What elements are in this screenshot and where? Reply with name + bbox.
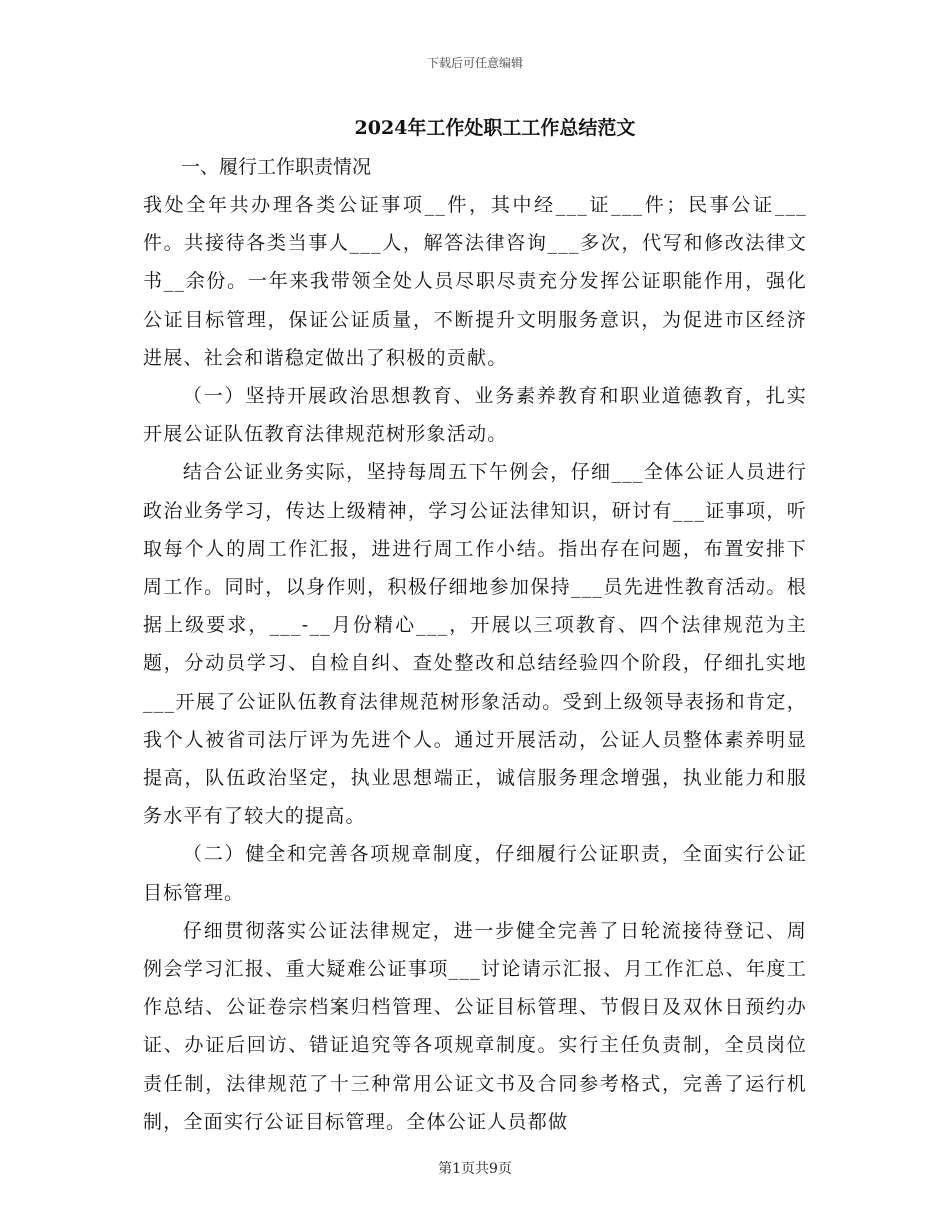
paragraph: （一）坚持开展政治思想教育、业务素养教育和职业道德教育，扎实开展公证队伍教育法律规范树形象活动。 [143, 385, 807, 446]
paragraph: （二）健全和完善各项规章制度，仔细履行公证职责，全面实行公证目标管理。 [143, 843, 807, 904]
paragraph: 我处全年共办理各类公证事项__件，其中经___证___件；民事公证___件。共接待各类当事人___人，解答法律咨询___多次，代写和修改法律文书__余份。一年来我带领全处人员尽职尽责充分发挥公证职能作用，强化公证目标管理，保证公证质量，不断提升文明服务意识，为促进市区经济进展、社会和谐稳定做出了积极的贡献。 [143, 194, 807, 369]
page-footer-number: 第1页共9页 [438, 1161, 512, 1177]
page-header-note: 下载后可任意编辑 [426, 56, 523, 70]
paragraph: 结合公证业务实际，坚持每周五下午例会，仔细___全体公证人员进行政治业务学习，传达上级精神，学习公证法律知识，研讨有___证事项，听取每个人的周工作汇报，进进行周工作小结。指出存在问题，布置安排下周工作。同时，以身作则，积极仔细地参加保持___员先进性教育活动。根据上级要求，___-__月份精心___，开展以三项教育、四个法律规范为主题，分动员学习、自检自纠、查处整改和总结经验四个阶段，仔细扎实地___开展了公证队伍教育法律规范树形象活动。受到上级领导表扬和肯定，我个人被省司法厅评为先进个人。通过开展活动，公证人员整体素养明显提高，队伍政治坚定，执业思想端正，诚信服务理念增强，执业能力和服务水平有了较大的提高。 [143, 461, 807, 828]
section-heading: 一、履行工作职责情况 [181, 156, 372, 178]
paragraph: 仔细贯彻落实公证法律规定，进一步健全完善了日轮流接待登记、周例会学习汇报、重大疑难公证事项___讨论请示汇报、月工作汇总、年度工作总结、公证卷宗档案归档管理、公证目标管理、节假日及双休日预约办证、办证后回访、错证追究等各项规章制度。实行主任负责制，全员岗位责任制，法律规范了十三种常用公证文书及合同参考格式，完善了运行机制，全面实行公证目标管理。全体公证人员都做 [143, 919, 807, 1133]
document-body [143, 108, 807, 1141]
document-title: 2024年工作处职工工作总结范文 [354, 117, 636, 139]
